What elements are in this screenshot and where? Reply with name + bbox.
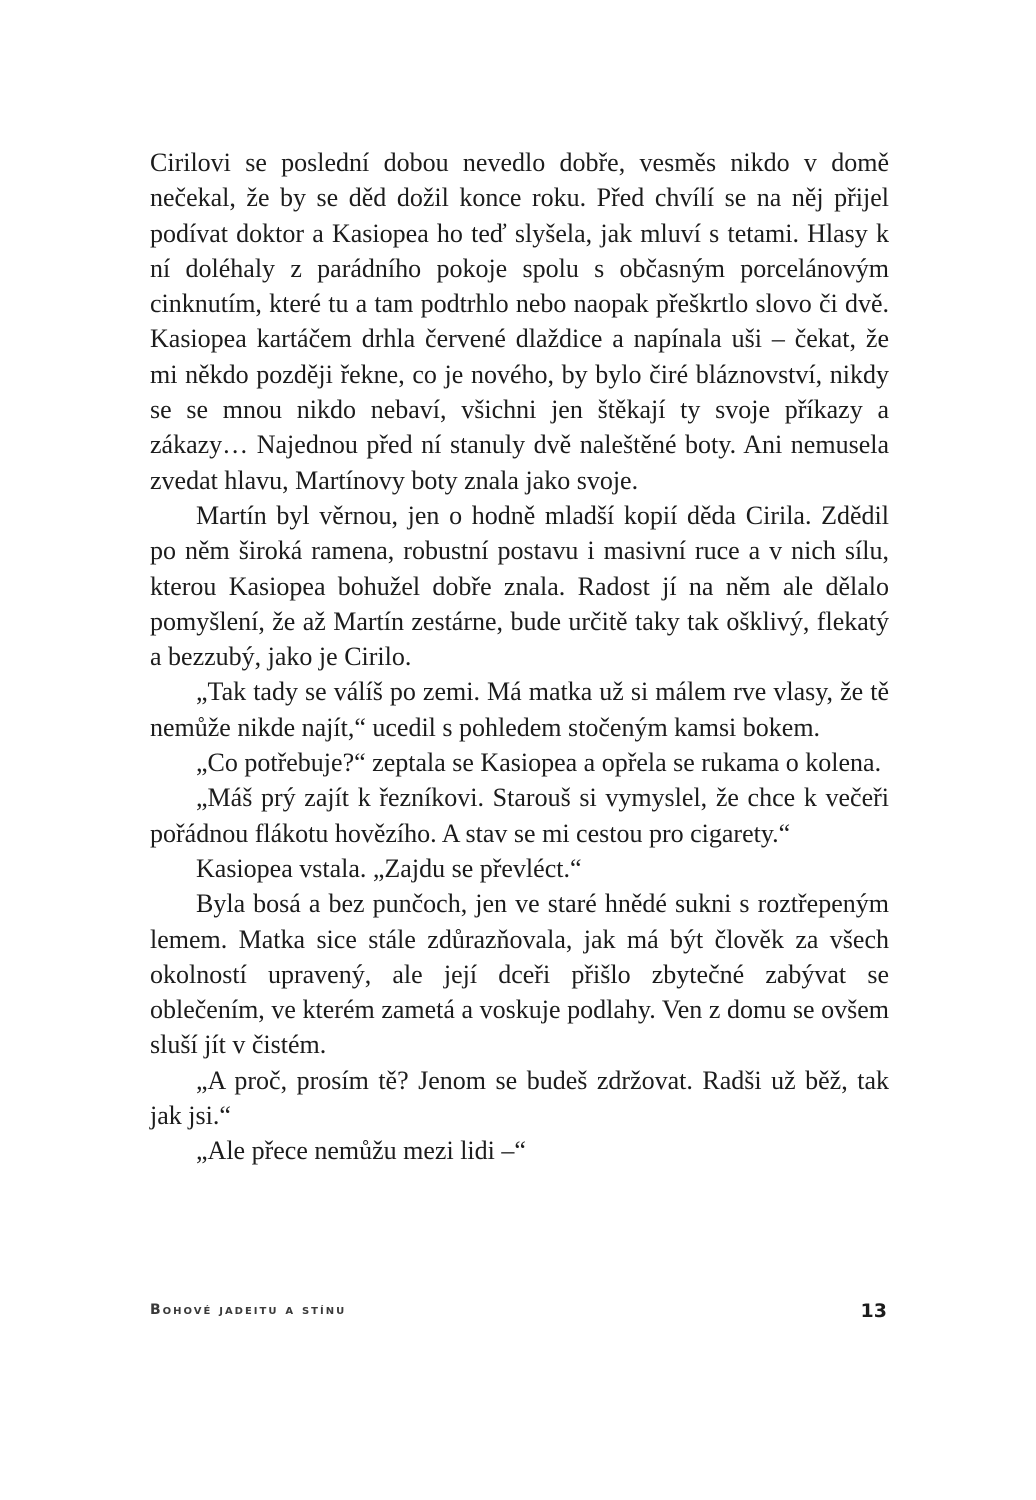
- paragraph: Kasiopea vstala. „Zajdu se převléct.“: [196, 853, 582, 883]
- paragraph: Cirilovi se poslední dobou nevedlo dobře, vesměs nikdo v domě nečekal, že by se děd dožil konce roku. Před chvílí se na něj přijel podívat doktor a Kasiopea ho teď slyšela, jak mluví s tetami. Hlasy k ní doléhaly z parádního pokoje spolu s občasným porcelánovým cinknutím, které tu a tam podtrhlo nebo naopak přeškrtlo slovo či dvě. Kasiopea kartáčem drhla červené dlaždice a napínala uši – čekat, že mi někdo později řekne, co je nového, by bylo čiré bláznovství, nikdy se se mnou nikdo nebaví, všichni jen štěkají ty svoje příkazy a zákazy… Najednou před ní stanuly dvě naleštěné boty. Ani nemusela zvedat hlavu, Martínovy boty znala jako svoje.: [150, 148, 889, 495]
- page-footer: [150, 1300, 889, 1324]
- page-number: 13: [860, 1300, 887, 1322]
- running-title: Bohové jadeitu a stínu: [150, 1302, 347, 1318]
- paragraph: „A proč, prosím tě? Jenom se budeš zdržovat. Radši už běž, tak jak jsi.“: [150, 1065, 889, 1131]
- paragraph: „Máš prý zajít k řezníkovi. Starouš si vymyslel, že chce k večeři pořádnou flákotu hovězího. A stav se mi cestou pro cigarety.“: [150, 783, 889, 848]
- paragraph: „Co potřebuje?“ zeptala se Kasiopea a opřela se rukama o kolena.: [196, 748, 882, 778]
- paragraph: Martín byl věrnou, jen o hodně mladší kopií děda Cirila. Zdědil po něm široká ramena, robustní postavu i masivní ruce a v nich sílu, kterou Kasiopea bohužel dobře znala. Radost jí na něm ale dělalo pomyšlení, že až Martín zestárne, bude určitě taky tak ošklivý, flekatý a bezzubý, jako je Cirilo.: [150, 500, 889, 672]
- paragraph: „Tak tady se válíš po zemi. Má matka už si málem rve vlasy, že tě nemůže nikde najít,“ ucedil s pohledem stočeným kamsi bokem.: [150, 677, 889, 742]
- paragraph: Byla bosá a bez punčoch, jen ve staré hnědé sukni s roztřepeným lemem. Matka sice stále zdůrazňovala, jak má být člověk za všech okolností upravený, ale její dceři přišlo zbytečné zabývat se oblečením, ve kterém zametá a voskuje podlahy. Ven z domu se ovšem sluší jít v čistém.: [150, 889, 889, 1060]
- paragraph: „Ale přece nemůžu mezi lidi –“: [196, 1136, 526, 1166]
- body-text: [150, 145, 889, 1169]
